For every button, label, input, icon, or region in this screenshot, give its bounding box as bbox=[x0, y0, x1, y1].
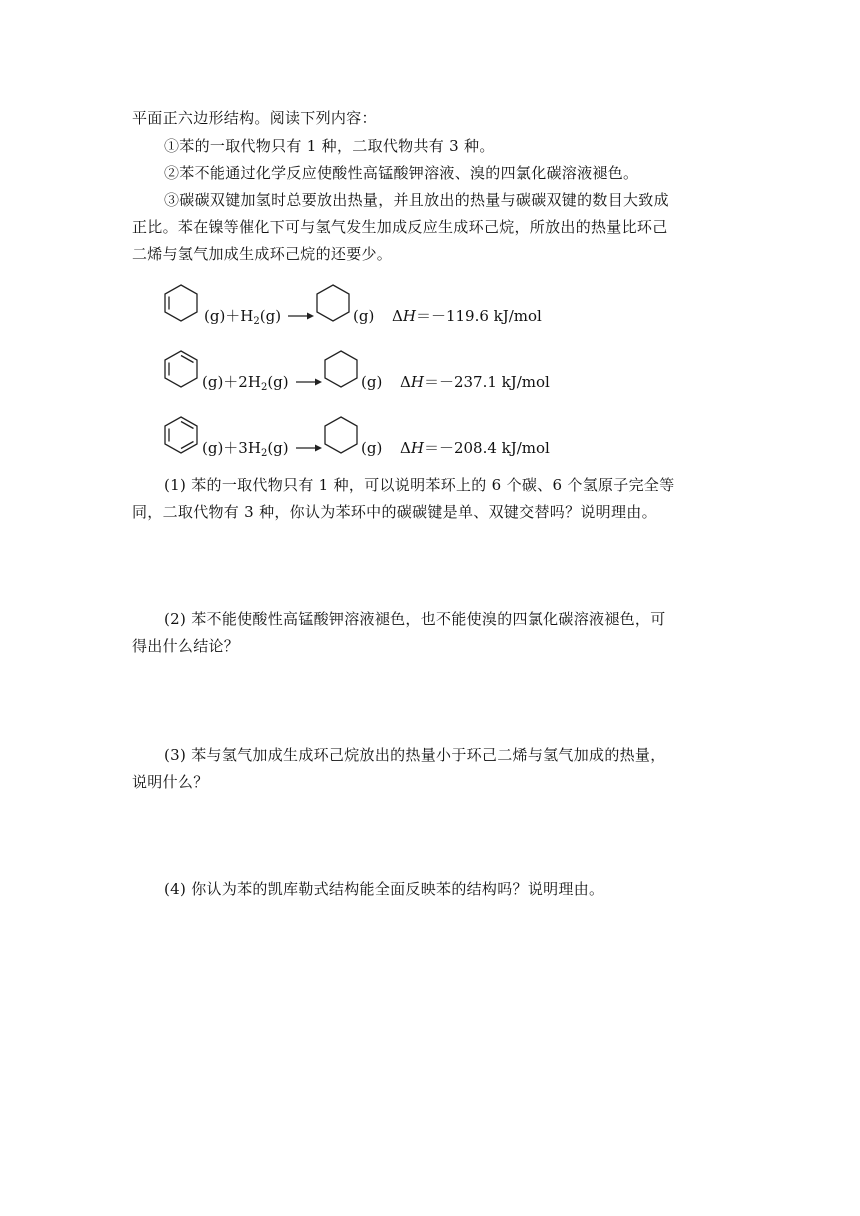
reaction-phase-reactant: $(g)+2H_2(g)$ bbox=[202, 373, 289, 393]
question-2: (2) 苯不能使酸性高锰酸钾溶液褪色，也不能使溴的四氯化碳溶液褪色，可 bbox=[164, 610, 666, 628]
reaction-arrow bbox=[296, 377, 322, 387]
cyclohexene-structure bbox=[160, 282, 202, 324]
reaction-arrow bbox=[288, 311, 314, 321]
question-3-cont: 说明什么？ bbox=[132, 773, 209, 791]
reaction-phase-product: (g) bbox=[361, 373, 383, 391]
reaction-2 bbox=[160, 348, 720, 402]
cyclohexane-structure bbox=[312, 282, 354, 324]
question-3: (3) 苯与氢气加成生成环己烷放出的热量小于环己二烯与氢气加成的热量， bbox=[164, 746, 666, 764]
reaction-phase-product: (g) bbox=[353, 307, 375, 325]
cyclohexane-structure bbox=[320, 414, 362, 456]
statement-1: ①苯的一取代物只有 1 种，二取代物共有 3 种。 bbox=[164, 137, 495, 155]
reaction-enthalpy: ΔH＝－119.6 kJ/mol bbox=[392, 307, 542, 325]
reaction-arrow bbox=[296, 443, 322, 453]
question-1-cont: 同，二取代物有 3 种，你认为苯环中的碳碳键是单、双键交替吗？说明理由。 bbox=[132, 503, 657, 521]
statement-2: ②苯不能通过化学反应使酸性高锰酸钾溶液、溴的四氯化碳溶液褪色。 bbox=[164, 164, 639, 182]
question-4: (4) 你认为苯的凯库勒式结构能全面反映苯的结构吗？说明理由。 bbox=[164, 880, 605, 898]
question-1: (1) 苯的一取代物只有 1 种，可以说明苯环上的 6 个碳、6 个氢原子完全等 bbox=[164, 476, 675, 494]
statement-3-cont: 二烯与氢气加成生成环己烷的还要少。 bbox=[132, 245, 393, 263]
question-2-cont: 得出什么结论？ bbox=[132, 637, 240, 655]
reaction-enthalpy: ΔH＝－237.1 kJ/mol bbox=[400, 373, 550, 391]
cyclohexane-structure bbox=[320, 348, 362, 390]
reaction-1 bbox=[160, 282, 720, 336]
reaction-3 bbox=[160, 414, 720, 468]
reaction-phase-reactant: $(g)+H_2(g)$ bbox=[204, 307, 282, 327]
reaction-phase-product: (g) bbox=[361, 439, 383, 457]
statement-3-cont: 正比。苯在镍等催化下可与氢气发生加成反应生成环己烷，所放出的热量比环己 bbox=[132, 218, 668, 236]
intro-line: 平面正六边形结构。阅读下列内容： bbox=[132, 109, 377, 127]
reaction-phase-reactant: $(g)+3H_2(g)$ bbox=[202, 439, 289, 459]
cyclohexadiene-structure bbox=[160, 348, 202, 390]
reaction-enthalpy: ΔH＝－208.4 kJ/mol bbox=[400, 439, 550, 457]
benzene-structure bbox=[160, 414, 202, 456]
statement-3: ③碳碳双键加氢时总要放出热量，并且放出的热量与碳碳双键的数目大致成 bbox=[164, 191, 669, 209]
